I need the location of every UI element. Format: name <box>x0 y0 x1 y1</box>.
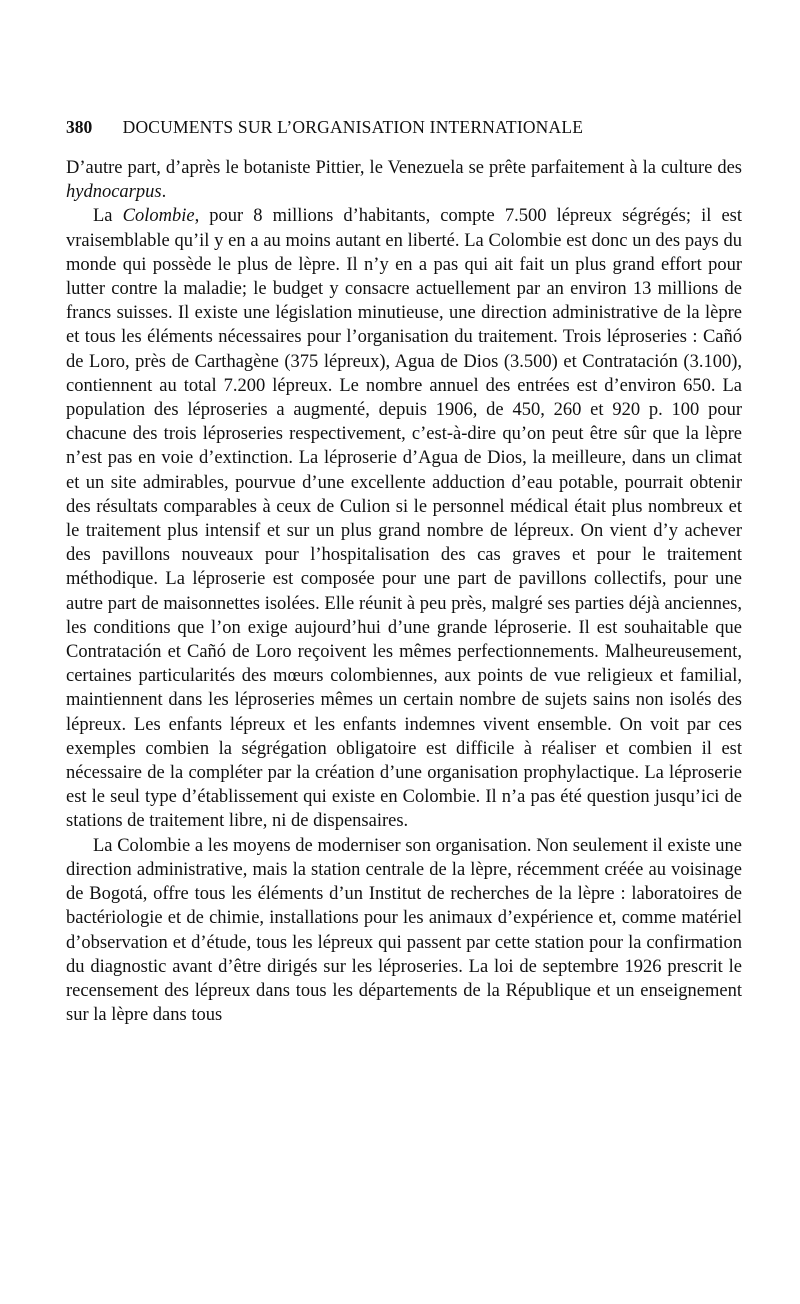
paragraph-text: , pour 8 millions d’habitants, compte 7.500 lépreux ségrégés; il est vraisemblable qu’il y en a au moins autant en liberté. La Colombie est donc un des pays du monde qui possède le plus de lèpre. Il n’y en a pas qui ait fait un plus grand effort pour lutter contre la maladie; le budget y consacre actuellement par an environ 13 millions de francs suisses. Il existe une législation minutieuse, une direction administrative de la lèpre et tous les éléments nécessaires pour l’organisation du traitement. Trois léproseries : Cañó de Loro, près de Carthagène (375 lépreux), Agua de Dios (3.500) et Contratación (3.100), contiennent au total 7.200 lépreux. Le nombre annuel des entrées est d’environ 650. La population des léproseries a augmenté, depuis 1906, de 450, 260 et 920 p. 100 pour chacune des trois léproseries respectivement, c’est-à-dire qu’on peut être sûr que la lèpre n’est pas en voie d’extinction. La léproserie d’Agua de Dios, la meilleure, dans un climat et un site admirables, pourvue d’une excellente adduction d’eau potable, pourrait obtenir des résultats comparables à ceux de Culion si le personnel médical était plus nombreux et le traitement plus intensif et sur un plus grand nombre de lépreux. On vient d’y achever des pavillons nouveaux pour l’hospitalisation des cas graves et pour le traitement méthodique. La léproserie est composée pour une part de pavillons collectifs, pour une autre part de maisonnettes isolées. Elle réunit à peu près, malgré ses parties déjà anciennes, les conditions que l’on exige aujourd’hui d’une grande léproserie. Il est souhaitable que Contratación et Cañó de Loro reçoivent les mêmes perfectionnements. Malheureusement, certaines particularités des mœurs colombiennes, aux points de vue religieux et familial, maintiennent dans les léproseries mêmes un certain nombre de sujets sains non isolés des lépreux. Les enfants lépreux et les enfants indemnes vivent ensemble. On voit par ces exemples combien la ségrégation obligatoire est difficile à réaliser et combien il est nécessaire de la compléter par la création d’une organisation prophylactique. La léproserie est le seul type d’établissement qui existe en Colombie. Il n’a pas été question jusqu’ici de stations de traitement libre, ni de dispensaires. <box>66 206 742 832</box>
paragraph-text: La Colombie a les moyens de moderniser son organisation. Non seulement il existe une direction administrative, mais la station centrale de la lèpre, récemment créée au voisinage de Bogotá, offre tous les éléments d’un Institut de recherches de la lèpre : laboratoires de bactériologie et de chimie, installations pour les animaux d’expérience et, comme matériel d’observation et d’étude, tous les lépreux qui passent par cette station pour la confirmation du diagnostic avant d’être dirigés sur les léproseries. La loi de septembre 1926 prescrit le recensement des lépreux dans tous les départements de la République et un enseignement sur la lèpre dans tous <box>66 835 742 1026</box>
paragraph-modernisation <box>66 834 742 1028</box>
italic-term: hydnocarpus <box>66 182 162 203</box>
paragraph-venezuela <box>66 156 742 204</box>
paragraph-colombie <box>66 204 742 833</box>
running-header-title: DOCUMENTS SUR L’ORGANISATION INTERNATIONALE <box>122 117 584 137</box>
italic-term: Colombie <box>122 206 195 227</box>
running-header <box>66 114 746 140</box>
body-text <box>66 156 742 1027</box>
page-number: 380 <box>66 117 93 137</box>
paragraph-text: . <box>161 182 167 203</box>
paragraph-text: D’autre part, d’après le botaniste Pittier, le Venezuela se prête parfaitement à la culture des <box>66 158 742 178</box>
paragraph-text: La <box>93 206 123 227</box>
